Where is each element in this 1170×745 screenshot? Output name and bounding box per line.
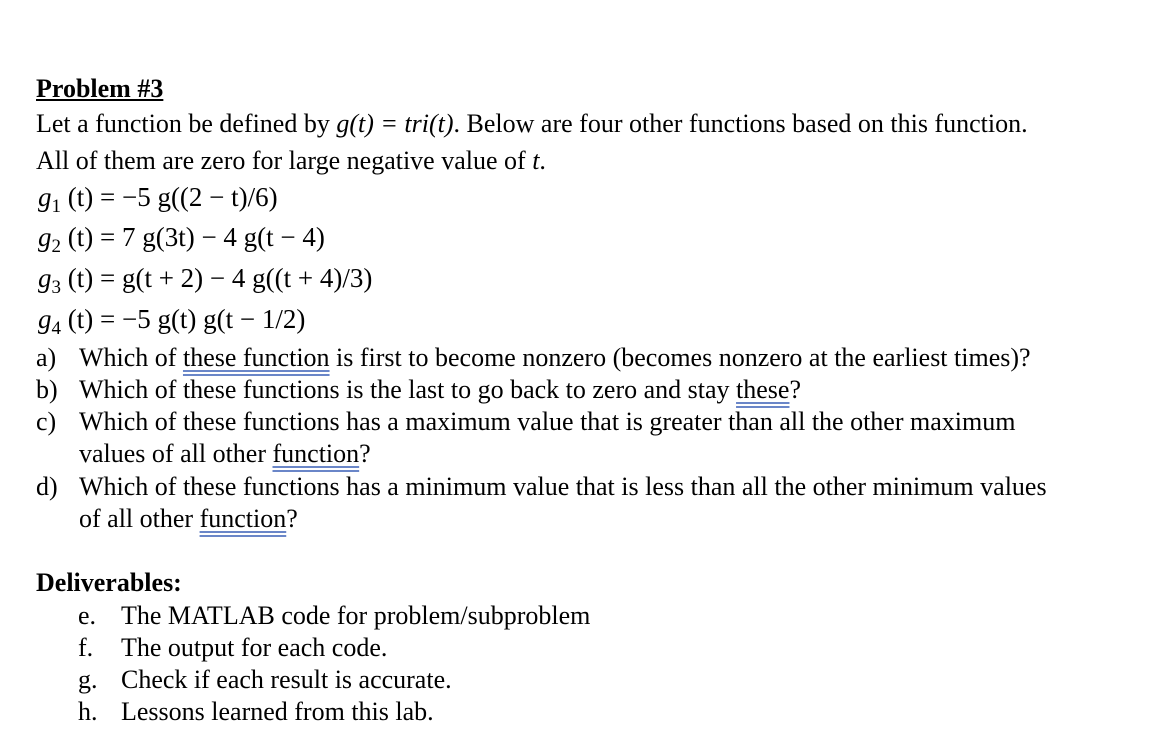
deliverable-label: e. bbox=[78, 601, 97, 630]
eq-rhs: (t) = g(t + 2) − 4 g((t + 4)/3) bbox=[67, 263, 373, 293]
question-b bbox=[36, 374, 801, 406]
intro-line-2 bbox=[36, 146, 546, 176]
deliverable-item bbox=[78, 664, 452, 696]
deliverable-label: h. bbox=[78, 697, 98, 726]
intro-text-2: All of them are zero for large negative value of bbox=[36, 146, 533, 175]
deliverables-title: Deliverables: bbox=[36, 568, 182, 597]
deliverable-label: f. bbox=[78, 633, 94, 662]
grammar-flag: function bbox=[272, 439, 360, 468]
eq-sub: 1 bbox=[51, 196, 61, 217]
eq-rhs: (t) = 7 g(3t) − 4 g(t − 4) bbox=[67, 222, 325, 252]
deliverable-text: The output for each code. bbox=[121, 633, 388, 662]
question-d bbox=[36, 471, 1047, 503]
question-label: d) bbox=[36, 472, 58, 501]
eq-fn: g bbox=[38, 304, 52, 334]
question-text: Which of these functions is the last to go back to zero and stay bbox=[79, 375, 737, 404]
eq-sub: 4 bbox=[51, 318, 61, 339]
problem-title: Problem #3 bbox=[36, 74, 164, 103]
question-label: a) bbox=[36, 343, 57, 372]
question-text-end: ? bbox=[286, 504, 298, 533]
deliverable-item bbox=[78, 632, 387, 664]
question-c bbox=[36, 406, 1015, 438]
question-text: Which of bbox=[79, 343, 183, 372]
deliverable-item bbox=[78, 600, 590, 632]
eq-sub: 2 bbox=[51, 236, 61, 257]
question-a bbox=[36, 342, 1031, 374]
question-text: Which of these functions has a minimum value that is less than all the other minimum values bbox=[79, 472, 1047, 501]
eq-rhs: (t) = −5 g((2 − t)/6) bbox=[67, 182, 278, 212]
variable-t: t bbox=[532, 146, 540, 175]
question-label: b) bbox=[36, 375, 58, 404]
grammar-flag: these function bbox=[182, 343, 330, 372]
eq-fn: g bbox=[38, 182, 52, 212]
deliverable-item bbox=[78, 696, 434, 728]
question-text-2: of all other bbox=[79, 504, 200, 533]
deliverable-label: g. bbox=[78, 665, 98, 694]
intro-line-1 bbox=[36, 109, 1028, 139]
equation-g4 bbox=[38, 304, 305, 338]
question-text-end: ? bbox=[789, 375, 802, 404]
question-text-end: is first to become nonzero (becomes nonzero at the earliest times)? bbox=[329, 343, 1031, 372]
eq-rhs: (t) = −5 g(t) g(t − 1/2) bbox=[67, 304, 306, 334]
deliverable-text: Check if each result is accurate. bbox=[121, 665, 452, 694]
eq-fn: g bbox=[38, 263, 52, 293]
question-text-2: values of all other bbox=[79, 439, 273, 468]
intro-period: . bbox=[539, 146, 546, 175]
question-label: c) bbox=[36, 407, 57, 436]
intro-text: Let a function be defined by bbox=[36, 109, 337, 138]
eq-fn: g bbox=[38, 222, 52, 252]
equation-g3 bbox=[38, 263, 372, 297]
definition-equation: g(t) = tri(t) bbox=[336, 109, 454, 138]
deliverable-text: Lessons learned from this lab. bbox=[121, 697, 434, 726]
grammar-flag: these bbox=[736, 375, 790, 404]
question-d-cont bbox=[79, 503, 298, 535]
deliverable-text: The MATLAB code for problem/subproblem bbox=[121, 601, 591, 630]
question-text: Which of these functions has a maximum value that is greater than all the other maximum bbox=[79, 407, 1016, 436]
grammar-flag: function bbox=[199, 504, 287, 533]
question-text-end: ? bbox=[359, 439, 371, 468]
question-c-cont bbox=[79, 438, 371, 470]
intro-text-cont: . Below are four other functions based on this function. bbox=[453, 109, 1028, 138]
eq-sub: 3 bbox=[51, 277, 61, 298]
equation-g2 bbox=[38, 222, 325, 256]
equation-g1 bbox=[38, 182, 278, 216]
